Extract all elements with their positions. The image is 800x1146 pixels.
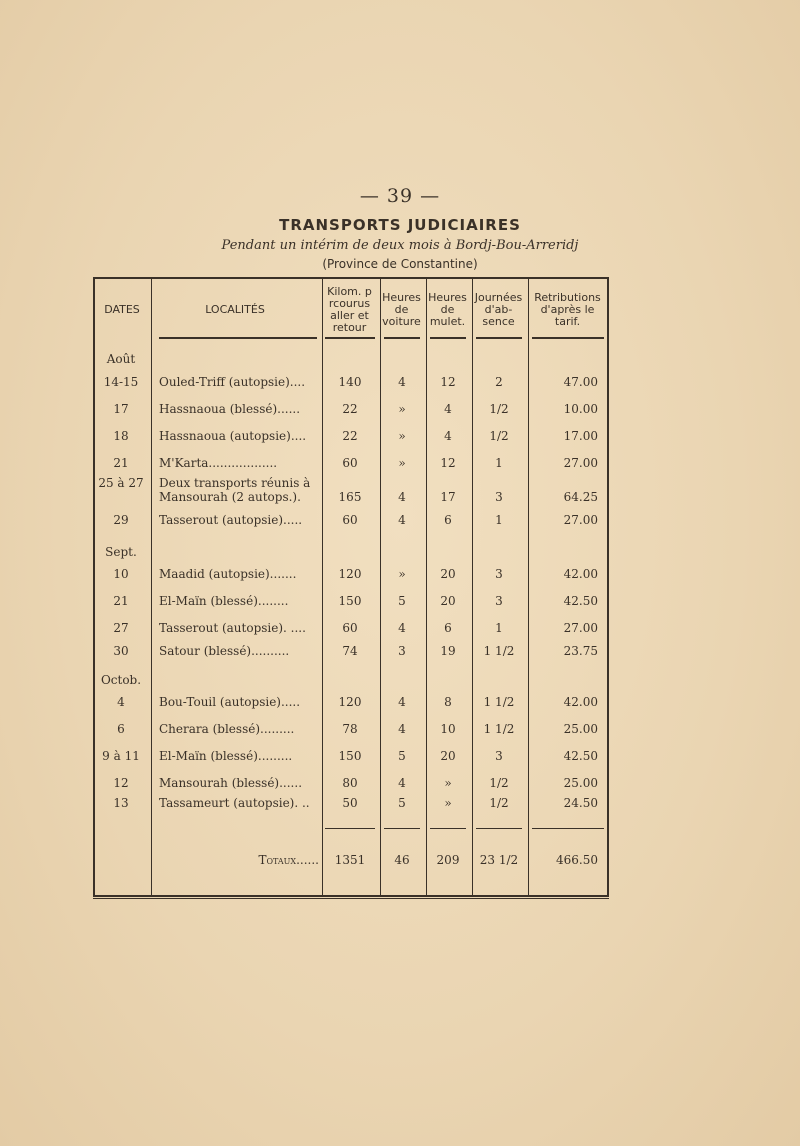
row-km: 74 [342,644,358,658]
month-label: Octob. [100,673,142,687]
row-mulet: 8 [444,695,452,709]
row-date: 30 [113,644,129,658]
row-mulet: 17 [440,490,456,504]
row-localite: Cherara (blessé)......... [159,722,295,736]
row-localite: Bou-Touil (autopsie)..... [159,695,301,709]
row-voiture: 4 [398,490,406,504]
header-kilom: Kilom. p rcourus aller et retour [327,285,372,334]
header-rule [476,337,522,339]
header-voiture: Heures de voiture [382,291,421,328]
row-localite: M'Karta.................. [159,456,278,470]
row-km: 60 [342,513,358,527]
row-km: 78 [342,722,358,736]
total-rule [532,828,604,829]
row-journees: 3 [495,567,503,581]
row-journees: 1 [495,621,503,635]
row-journees: 1/2 [489,776,509,790]
row-journees: 1 1/2 [483,644,515,658]
row-retributions: 25.00 [563,776,598,790]
row-mulet: 20 [440,749,456,763]
row-localite: Hassnaoua (blessé)...... [159,402,301,416]
row-retributions: 24.50 [563,796,598,810]
row-journees: 1/2 [489,402,509,416]
row-localite: Deux transports réunis à Mansourah (2 autops.). [159,476,311,504]
row-voiture: » [398,456,406,470]
row-mulet: 4 [444,429,452,443]
row-km: 50 [342,796,358,810]
row-retributions: 64.25 [563,490,598,504]
total-voiture: 46 [394,853,410,867]
row-voiture: 5 [398,594,406,608]
row-voiture: 3 [398,644,406,658]
row-mulet: 6 [444,513,452,527]
row-date: 29 [113,513,129,527]
totals-label: Totaux...... [258,853,319,867]
row-journees: 2 [495,375,503,389]
row-localite: Tasserout (autopsie)..... [159,513,303,527]
header-localites: LOCALITÉS [205,303,265,316]
row-retributions: 17.00 [563,429,598,443]
row-mulet: 12 [440,375,456,389]
row-date: 13 [113,796,129,810]
row-mulet: 20 [440,594,456,608]
header-journees: Journées d'ab- sence [474,291,523,328]
row-km: 22 [342,402,358,416]
row-km: 60 [342,621,358,635]
header-rule [532,337,604,339]
total-mulet: 209 [436,853,460,867]
row-mulet: » [444,776,452,790]
row-date: 27 [113,621,129,635]
row-voiture: 5 [398,796,406,810]
total-rule [384,828,420,829]
row-retributions: 42.00 [563,567,598,581]
row-voiture: » [398,402,406,416]
row-retributions: 27.00 [563,621,598,635]
table-bottom-rule [93,898,609,899]
row-localite: Satour (blessé).......... [159,644,290,658]
page-subtitle: Pendant un intérim de deux mois à Bordj-Bou-Arreridj [221,238,579,253]
row-journees: 3 [495,749,503,763]
row-journees: 1/2 [489,429,509,443]
row-date: 21 [113,594,129,608]
total-rule [476,828,522,829]
row-retributions: 10.00 [563,402,598,416]
total-rule [325,828,375,829]
row-journees: 1 [495,456,503,470]
row-date: 4 [117,695,125,709]
row-retributions: 27.00 [563,456,598,470]
row-date: 14-15 [103,375,139,389]
row-date: 18 [113,429,129,443]
row-localite: El-Maïn (blessé)........ [159,594,289,608]
row-retributions: 23.75 [563,644,598,658]
row-localite: Tassameurt (autopsie). .. [159,796,310,810]
row-date: 21 [113,456,129,470]
row-voiture: 4 [398,722,406,736]
row-km: 22 [342,429,358,443]
month-label: Août [106,352,136,366]
page-number: — 39 — [359,185,441,207]
month-label: Sept. [105,545,137,559]
page-title: TRANSPORTS JUDICIAIRES [279,216,521,234]
total-retributions: 466.50 [556,853,598,867]
header-mulet: Heures de mulet. [428,291,467,328]
row-localite: Mansourah (blessé)...... [159,776,303,790]
total-journees: 23 1/2 [479,853,519,867]
row-journees: 1 1/2 [483,722,515,736]
row-retributions: 27.00 [563,513,598,527]
province-label: (Province de Constantine) [322,257,478,271]
header-rule [159,337,317,339]
row-voiture: 4 [398,375,406,389]
header-rule [430,337,466,339]
row-voiture: 4 [398,621,406,635]
row-mulet: 6 [444,621,452,635]
row-journees: 1 [495,513,503,527]
row-date: 9 à 11 [102,749,140,763]
row-km: 120 [338,567,362,581]
row-date: 25 à 27 [98,476,144,490]
row-journees: 3 [495,490,503,504]
total-km: 1351 [334,853,366,867]
row-voiture: » [398,567,406,581]
header-rule [384,337,420,339]
row-localite: Ouled-Triff (autopsie).... [159,375,306,389]
row-km: 150 [338,594,362,608]
row-voiture: 5 [398,749,406,763]
row-date: 12 [113,776,129,790]
row-localite: Tasserout (autopsie). .... [159,621,306,635]
row-voiture: 4 [398,776,406,790]
row-localite: Maadid (autopsie)....... [159,567,297,581]
total-rule [430,828,466,829]
header-rule [325,337,375,339]
row-voiture: 4 [398,513,406,527]
row-km: 150 [338,749,362,763]
row-km: 120 [338,695,362,709]
row-mulet: 20 [440,567,456,581]
row-km: 80 [342,776,358,790]
row-retributions: 25.00 [563,722,598,736]
row-mulet: 12 [440,456,456,470]
row-mulet: 19 [440,644,456,658]
row-date: 17 [113,402,129,416]
row-retributions: 47.00 [563,375,598,389]
row-localite: Hassnaoua (autopsie).... [159,429,307,443]
row-retributions: 42.50 [563,749,598,763]
row-voiture: 4 [398,695,406,709]
row-journees: 1 1/2 [483,695,515,709]
row-km: 165 [338,490,362,504]
header-retributions: Retributions d'après le tarif. [534,291,601,328]
row-km: 60 [342,456,358,470]
row-journees: 1/2 [489,796,509,810]
row-date: 6 [117,722,125,736]
row-date: 10 [113,567,129,581]
row-journees: 3 [495,594,503,608]
row-localite: El-Maïn (blessé)......... [159,749,293,763]
row-mulet: » [444,796,452,810]
header-dates: DATES [104,303,140,316]
row-voiture: » [398,429,406,443]
row-mulet: 4 [444,402,452,416]
row-mulet: 10 [440,722,456,736]
row-retributions: 42.50 [563,594,598,608]
row-retributions: 42.00 [563,695,598,709]
row-km: 140 [338,375,362,389]
